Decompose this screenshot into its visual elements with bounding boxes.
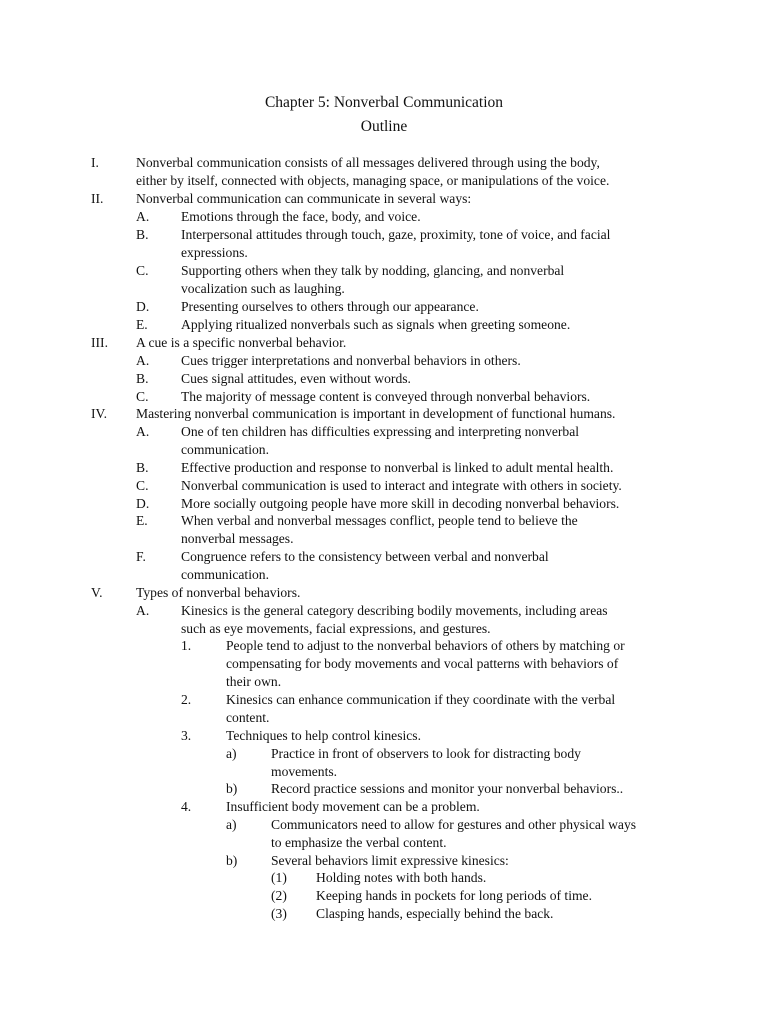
outline-marker: C.	[136, 478, 149, 493]
outline-text: Cues trigger interpretations and nonverbal behaviors in others.	[181, 353, 521, 368]
outline-text: Techniques to help control kinesics.	[226, 728, 421, 743]
outline-text: Holding notes with both hands.	[316, 870, 487, 885]
outline-text: Nonverbal communication can communicate in several ways:	[136, 191, 472, 206]
outline-marker: C.	[136, 263, 149, 278]
outline-text: Keeping hands in pockets for long periods of time.	[316, 888, 592, 903]
outline-marker: C.	[136, 389, 149, 404]
outline-marker: D.	[136, 496, 150, 511]
outline-marker: A.	[136, 603, 150, 618]
outline-text: People tend to adjust to the nonverbal behaviors of others by matching or	[226, 638, 625, 653]
outline-marker: a)	[226, 817, 237, 832]
outline-text: Applying ritualized nonverbals such as signals when greeting someone.	[181, 317, 571, 332]
outline-text: Presenting ourselves to others through our appearance.	[181, 299, 479, 314]
outline-text: Nonverbal communication is used to interact and integrate with others in society.	[181, 478, 622, 493]
outline-text: communication.	[181, 442, 269, 457]
outline-text: A cue is a specific nonverbal behavior.	[136, 335, 347, 350]
outline-text: Congruence refers to the consistency between verbal and nonverbal	[181, 549, 549, 564]
outline-text: Insufficient body movement can be a problem.	[226, 799, 480, 814]
outline-marker: IV.	[91, 406, 107, 421]
outline-text: More socially outgoing people have more skill in decoding nonverbal behaviors.	[181, 496, 620, 511]
outline-marker: (3)	[271, 906, 287, 921]
outline-marker: B.	[136, 371, 149, 386]
outline-text: Clasping hands, especially behind the back.	[316, 906, 554, 921]
outline-marker: 2.	[181, 692, 192, 707]
outline-text: Supporting others when they talk by nodding, glancing, and nonverbal	[181, 263, 565, 278]
outline-text: Types of nonverbal behaviors.	[136, 585, 301, 600]
outline-text: vocalization such as laughing.	[181, 281, 345, 296]
outline-marker: III.	[91, 335, 108, 350]
outline-text: either by itself, connected with objects, managing space, or manipulations of the voice.	[136, 173, 610, 188]
outline-text: nonverbal messages.	[181, 531, 294, 546]
outline-marker: I.	[91, 155, 99, 170]
outline-marker: A.	[136, 424, 150, 439]
outline-text: One of ten children has difficulties expressing and interpreting nonverbal	[181, 424, 580, 439]
outline-text: to emphasize the verbal content.	[271, 835, 447, 850]
outline-text: Mastering nonverbal communication is important in development of functional humans.	[136, 406, 616, 421]
outline-marker: 4.	[181, 799, 192, 814]
outline-marker: E.	[136, 513, 148, 528]
outline-text: Kinesics is the general category describing bodily movements, including areas	[181, 603, 608, 618]
outline-text: When verbal and nonverbal messages conflict, people tend to believe the	[181, 513, 578, 528]
outline-text: The majority of message content is conveyed through nonverbal behaviors.	[181, 389, 591, 404]
outline-marker: (2)	[271, 888, 287, 903]
outline-marker: F.	[136, 549, 146, 564]
outline-text: Cues signal attitudes, even without words.	[181, 371, 411, 386]
outline-marker: 3.	[181, 728, 192, 743]
outline-marker: A.	[136, 353, 150, 368]
outline-marker: D.	[136, 299, 150, 314]
outline-text: such as eye movements, facial expressions, and gestures.	[181, 621, 491, 636]
outline-text: Nonverbal communication consists of all messages delivered through using the body,	[136, 155, 600, 170]
outline-text: movements.	[271, 764, 338, 779]
outline-marker: V.	[91, 585, 103, 600]
outline-text: Communicators need to allow for gestures and other physical ways	[271, 817, 637, 832]
outline-marker: A.	[136, 209, 150, 224]
outline-text: content.	[226, 710, 270, 725]
outline-text: Effective production and response to nonverbal is linked to adult mental health.	[181, 460, 614, 475]
outline-text: Several behaviors limit expressive kinesics:	[271, 853, 509, 868]
outline-marker: B.	[136, 460, 149, 475]
outline-text: Practice in front of observers to look for distracting body	[271, 746, 581, 761]
outline-marker: B.	[136, 227, 149, 242]
outline-marker: II.	[91, 191, 104, 206]
outline-text: compensating for body movements and vocal patterns with behaviors of	[226, 656, 619, 671]
outline-text: Emotions through the face, body, and voice.	[181, 209, 421, 224]
outline-marker: E.	[136, 317, 148, 332]
outline-text: Kinesics can enhance communication if they coordinate with the verbal	[226, 692, 616, 707]
outline-marker: b)	[226, 853, 238, 868]
document-subtitle: Outline	[360, 118, 408, 135]
outline-marker: (1)	[271, 870, 287, 885]
document-title: Chapter 5: Nonverbal Communication	[264, 94, 504, 111]
outline-marker: b)	[226, 781, 238, 796]
outline-marker: a)	[226, 746, 237, 761]
outline-text: their own.	[226, 674, 282, 689]
outline-text: expressions.	[181, 245, 248, 260]
outline-text: Record practice sessions and monitor your nonverbal behaviors..	[271, 781, 624, 796]
outline-marker: 1.	[181, 638, 192, 653]
outline-text: Interpersonal attitudes through touch, gaze, proximity, tone of voice, and facial	[181, 227, 611, 242]
outline-text: communication.	[181, 567, 269, 582]
